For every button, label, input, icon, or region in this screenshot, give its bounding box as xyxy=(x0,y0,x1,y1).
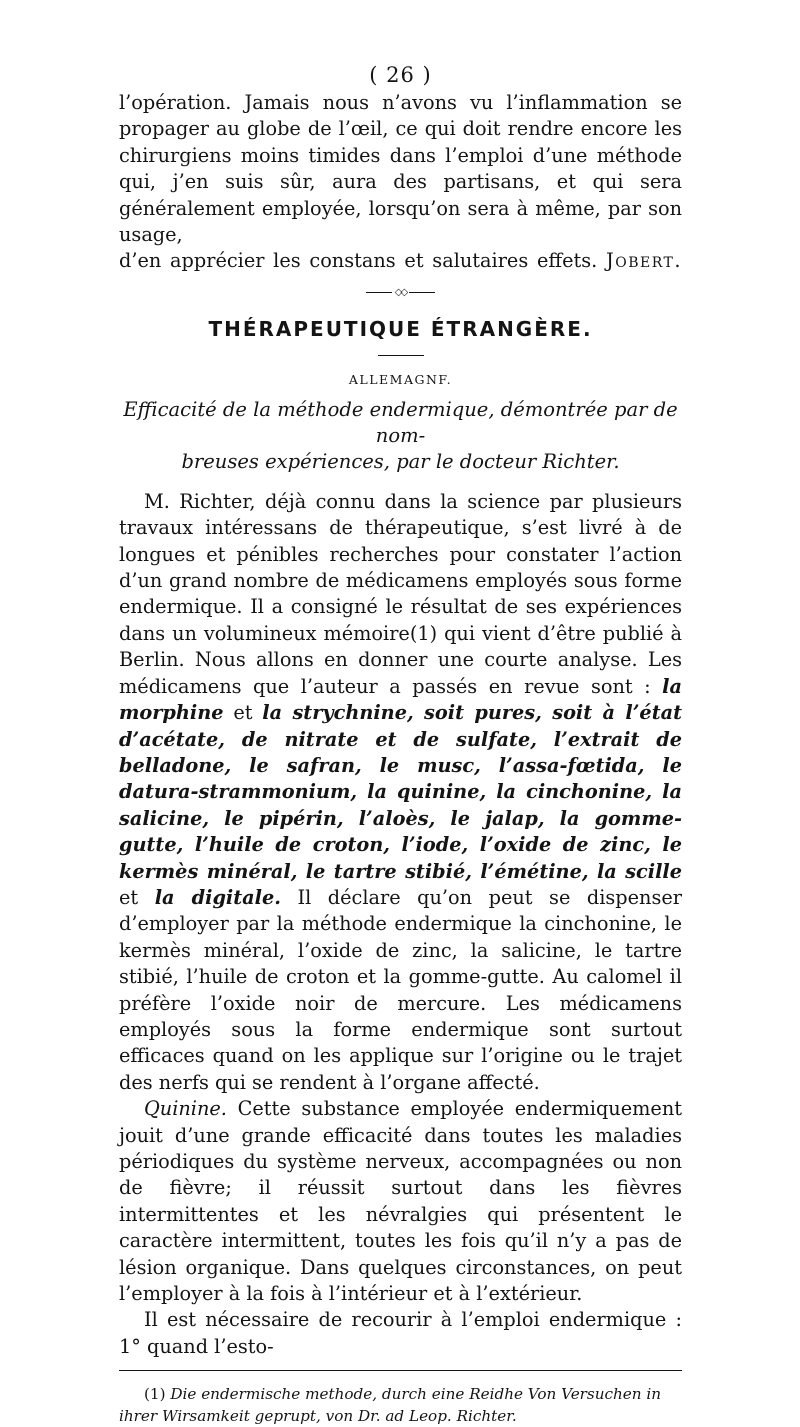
article-title-line2: breuses expériences, par le docteur Richter. xyxy=(181,449,620,473)
quinine-text: Cette substance employée endermiquement jouit d’une grande efficacité dans toutes les maladies périodiques du système nerveux, accompagnées ou non de fièvre; il réussit surtout dans les fièvres intermittentes et les névralgies qui présentent le caractère intermittent, toutes les fois qu’il n’y a pas de lésion organique. Dans quelques circonstances, on peut l’employer à la fois à l’intérieur et à l’extérieur. xyxy=(119,1097,682,1306)
intro-paragraph xyxy=(119,90,682,248)
section-ornament xyxy=(119,283,682,303)
richter-text-3: Il déclare qu’on peut se dispenser d’employer par la méthode endermique la cinchonine, le kermès minéral, l’oxide de zinc, la salicine, le tartre stibié, l’huile de croton et la gomme-gutte. Au calomel il préfère l’oxide noir de mercure. Les médicamens employés sous la forme endermique sont surtout efficaces quand on les applique sur l’origine ou le trajet des nerfs qui se rendent à l’organe affecté. xyxy=(119,885,682,1094)
footnote-reference: (1) xyxy=(409,621,438,645)
page-number: ( 26 ) xyxy=(369,63,432,87)
footnote-rule xyxy=(119,1370,682,1371)
drug-list-2: la strychnine, soit pures, soit à l’état d’acétate, de nitrate et de sulfate, l’extrait de belladone, le safran, le musc, l’assa-fœtida, le datura-strammonium, la quinine, la cinchonine, la salicine, le pipérin, l’aloès, le jalap, la gomme-gutte, l’huile de croton, l’iode, l’oxide de zinc, le kermès minéral, le tartre stibié, l’émétine, la scille xyxy=(119,701,682,883)
footnote-marker: (1) xyxy=(144,1385,166,1404)
paragraph-quinine xyxy=(119,1096,682,1307)
drug-list-1: la morphine xyxy=(119,674,682,725)
ornament-knot: ◇◇ xyxy=(394,286,407,298)
document-page xyxy=(119,62,682,1427)
section-title: THÉRAPEUTIQUE ÉTRANGÈRE. xyxy=(208,316,593,341)
drug-list-3: la digitale. xyxy=(154,885,281,909)
quinine-lead: Quinine. xyxy=(144,1097,227,1121)
article-title-line1: Efficacité de la méthode endermique, démontrée par de nom- xyxy=(123,397,678,447)
intro-last-line xyxy=(119,248,682,274)
article-title xyxy=(119,397,682,475)
footnote-text: Die endermische methode, durch eine Reidhe Von Versuchen in ihrer Wirsamkeit geprupt, von Dr. ad Leop. Richter. xyxy=(119,1385,662,1426)
conjunction-2: et xyxy=(119,885,155,909)
richter-text-2: qui vient d’être publié à Berlin. Nous allons en donner une courte analyse. Les médicamens que l’auteur a passés en revue sont : xyxy=(119,621,682,698)
intro-last-text: d’en apprécier les constans et salutaires effets. xyxy=(119,249,598,273)
section-rule xyxy=(378,355,424,356)
country-heading: ALLEMAGNF. xyxy=(348,371,453,387)
richter-text-1: M. Richter, déjà connu dans la science par plusieurs travaux intéressans de thérapeutique, s’est livré à de longues et pénibles recherches pour constater l’action d’un grand nombre de médicamens employés sous forme endermique. Il a consigné le résultat de ses expériences dans un volumineux mémoire xyxy=(119,489,682,645)
conjunction-1: et xyxy=(223,701,263,725)
author-signature: Jobert. xyxy=(606,249,682,273)
ornament-line-right xyxy=(409,292,435,293)
footnote xyxy=(119,1383,682,1427)
paragraph-richter xyxy=(119,489,682,1096)
paragraph-emploi xyxy=(119,1307,682,1360)
emploi-text: Il est nécessaire de recourir à l’emploi endermique : 1° quand l’esto- xyxy=(119,1308,682,1358)
intro-text: l’opération. Jamais nous n’avons vu l’inflammation se propager au globe de l’œil, ce qui doit rendre encore les chirurgiens moins timides dans l’emploi d’une méthode qui, j’en suis sûr, aura des partisans, et qui sera généralement employée, lorsqu’on sera à même, par son usage, xyxy=(119,91,682,247)
ornament-line-left xyxy=(366,292,392,293)
